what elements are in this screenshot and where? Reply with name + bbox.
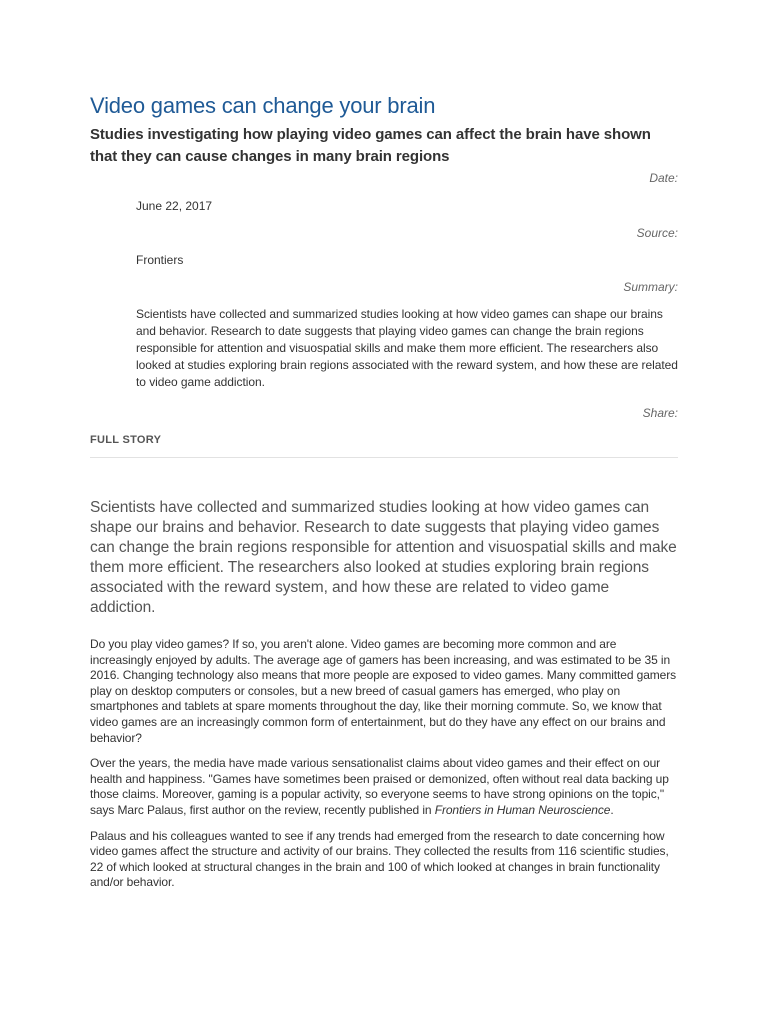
article-content	[90, 0, 678, 891]
paragraph-2-end: .	[610, 802, 614, 817]
article-headline: Video games can change your brain	[90, 93, 436, 118]
source-label: Source:	[636, 226, 678, 240]
paragraph-2-text: Over the years, the media have made various sensationalist claims about video games and their effect on our health and happiness. "Games have sometimes been praised or demonized, often without real data backing up those claims. Moreover, gaming is a popular activity, so everyone seems to have strong opinions on the topic," says Marc Palaus, first author on the review, recently published in	[90, 756, 669, 817]
summary-label: Summary:	[623, 280, 678, 294]
article-paragraph-1: Do you play video games? If so, you aren't alone. Video games are becoming more common and are increasingly enjoyed by adults. The average age of gamers has been increasing, and was estimated to be 35 in 2016. Changing technology also means that more people are exposed to video games. Many committed gamers play on desktop computers or consoles, but a new breed of casual gamers has emerged, who play on smartphones and tablets at spare moments throughout the day, like their morning commute. So, we know that video games are an increasingly common form of entertainment, but do they have any effect on our brains and behavior?	[90, 637, 677, 745]
article-paragraph-2	[90, 756, 678, 818]
article-lead: Scientists have collected and summarized studies looking at how video games can shape our brains and behavior. Research to date suggests that playing video games can change the brain regions responsible for attention and visuospatial skills and make them more efficient. The researchers also looked at studies exploring brain regions associated with the reward system, and how these are related to video game addiction.	[90, 499, 677, 616]
summary-text: Scientists have collected and summarized studies looking at how video games can shape our brains and behavior. Research to date suggests that playing video games can change the brain regions responsible for attention and visuospatial skills and make them more efficient. The researchers also looked at studies exploring brain regions associated with the reward system, and how these are related to video game addiction.	[136, 307, 678, 389]
journal-name: Frontiers in Human Neuroscience	[434, 802, 611, 817]
article-subtitle: Studies investigating how playing video games can affect the brain have shown that they can cause changes in many brain regions	[90, 126, 651, 165]
share-label: Share:	[642, 406, 678, 420]
article-paragraph-3: Palaus and his colleagues wanted to see if any trends had emerged from the research to date concerning how video games affect the structure and activity of our brains. They collected the results from 116 scientific studies, 22 of which looked at structural changes in the brain and 100 of which looked at changes in brain functionality and/or behavior.	[90, 828, 669, 890]
source-value: Frontiers	[136, 253, 184, 267]
full-story-label: FULL STORY	[90, 434, 162, 446]
date-value: June 22, 2017	[136, 199, 213, 213]
date-label: Date:	[649, 171, 678, 185]
